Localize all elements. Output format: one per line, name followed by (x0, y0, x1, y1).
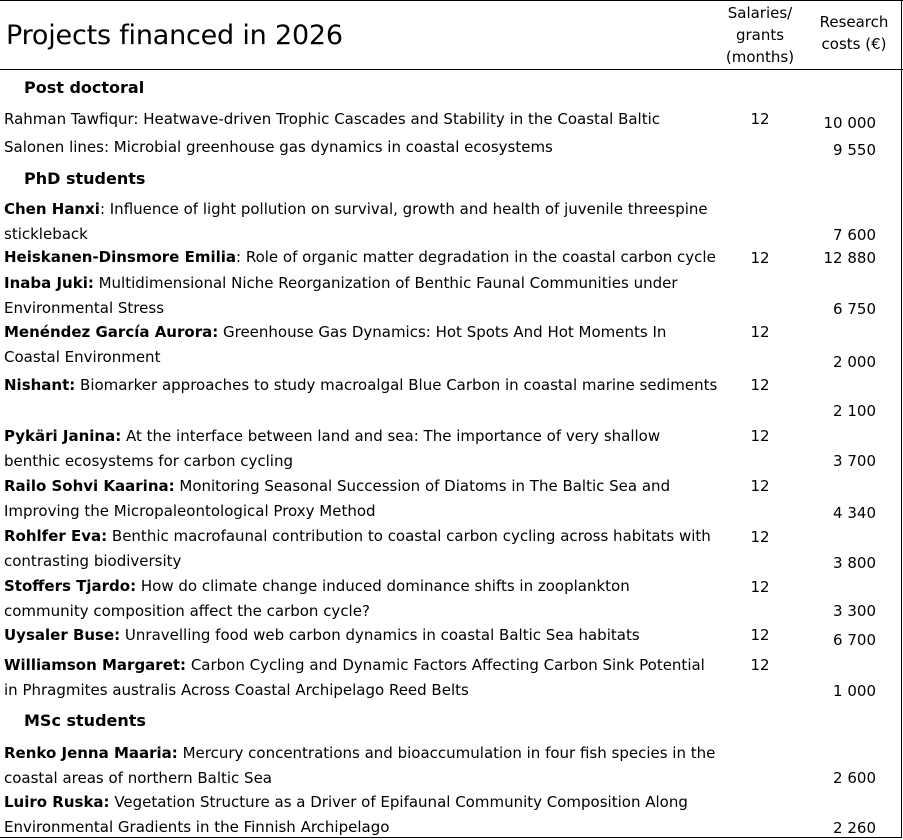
cost-cell: 2 100 (833, 402, 876, 420)
table-row (4, 107, 719, 132)
researcher-name: Pykäri Janina: (4, 427, 122, 445)
project-title: Carbon Cycling and Dynamic Factors Affecting Carbon Sink Potential in Phragmites australis Across Coastal Archipelago Reed Belts (4, 656, 705, 699)
table-row (4, 245, 719, 270)
cost-cell: 3 300 (833, 602, 876, 620)
salaries-header-line: (months) (725, 48, 795, 66)
project-title: : Role of organic matter degradation in the coastal carbon cycle (236, 248, 716, 266)
research-header-line: Research (819, 13, 889, 31)
project-title: Multidimensional Niche Reorganization of Benthic Faunal Communities under Environmental Stress (4, 274, 678, 317)
researcher-name: Inaba Juki: (4, 274, 94, 292)
cost-cell: 6 700 (833, 631, 876, 649)
table-row (4, 741, 719, 791)
salaries-header-line: grants (735, 26, 785, 44)
cost-cell: 10 000 (823, 114, 876, 132)
table-row (4, 135, 719, 160)
salaries-header-line: Salaries/ (727, 4, 793, 22)
researcher-name: Renko Jenna Maaria: (4, 744, 178, 762)
months-cell: 12 (750, 477, 770, 495)
cost-cell: 2 260 (833, 819, 876, 837)
cost-cell: 1 000 (833, 682, 876, 700)
section-heading-msc: MSc students (24, 711, 146, 730)
researcher-name: Menéndez García Aurora: (4, 323, 219, 341)
project-title: At the interface between land and sea: The importance of very shallow benthic ecosystems for carbon cycling (4, 427, 661, 470)
top-rule (0, 0, 903, 1)
project-title: Salonen lines: Microbial greenhouse gas dynamics in coastal ecosystems (4, 138, 553, 156)
cost-cell: 2 000 (833, 353, 876, 371)
researcher-name: Nishant: (4, 376, 76, 394)
table-row (4, 524, 719, 574)
research-column-header (808, 11, 900, 55)
months-cell: 12 (750, 656, 770, 674)
researcher-name: Luiro Ruska: (4, 793, 110, 811)
months-cell: 12 (750, 626, 770, 644)
table-row (4, 474, 719, 524)
project-title: Mercury concentrations and bioaccumulation in four fish species in the coastal areas of northern Baltic Sea (4, 744, 716, 787)
months-cell: 12 (750, 249, 770, 267)
table-row (4, 271, 719, 321)
project-title: Unravelling food web carbon dynamics in coastal Baltic Sea habitats (120, 626, 640, 644)
months-cell: 12 (750, 323, 770, 341)
project-title: Rahman Tawfiqur: Heatwave-driven Trophic Cascades and Stability in the Coastal Baltic (4, 110, 661, 128)
section-heading-postdoc: Post doctoral (24, 78, 145, 97)
table-row (4, 623, 719, 648)
project-title: Vegetation Structure as a Driver of Epifaunal Community Composition Along Environmental Gradients in the Finnish Archipelago (4, 793, 688, 836)
researcher-name: Heiskanen-Dinsmore Emilia (4, 248, 237, 266)
table-row (4, 653, 719, 703)
cost-cell: 2 600 (833, 769, 876, 787)
months-cell: 12 (750, 110, 770, 128)
table-row (4, 574, 719, 624)
salaries-column-header (712, 2, 808, 68)
project-title: Monitoring Seasonal Succession of Diatoms in The Baltic Sea and Improving the Micropaleontological Proxy Method (4, 477, 671, 520)
cost-cell: 4 340 (833, 504, 876, 522)
researcher-name: Rohlfer Eva: (4, 527, 108, 545)
header-rule (0, 69, 903, 70)
table-row (4, 320, 719, 370)
research-header-line: costs (€) (821, 35, 887, 53)
table-row (4, 373, 719, 398)
project-title: Greenhouse Gas Dynamics: Hot Spots And Hot Moments In Coastal Environment (4, 323, 667, 366)
table-row (4, 197, 719, 247)
table-row (4, 424, 719, 474)
researcher-name: Williamson Margaret: (4, 656, 187, 674)
project-title: : Influence of light pollution on survival, growth and health of juvenile threespine stickleback (4, 200, 708, 243)
researcher-name: Chen Hanxi (4, 200, 100, 218)
months-cell: 12 (750, 427, 770, 445)
months-cell: 12 (750, 376, 770, 394)
researcher-name: Railo Sohvi Kaarina: (4, 477, 175, 495)
cost-cell: 3 700 (833, 452, 876, 470)
cost-cell: 3 800 (833, 554, 876, 572)
section-heading-phd: PhD students (24, 169, 146, 188)
cost-cell: 6 750 (833, 300, 876, 318)
project-title: Biomarker approaches to study macroalgal Blue Carbon in coastal marine sediments (75, 376, 718, 394)
page-title: Projects financed in 2026 (6, 20, 343, 51)
table-row (4, 790, 719, 840)
cost-cell: 7 600 (833, 226, 876, 244)
project-title: How do climate change induced dominance shifts in zooplankton community composition affect the carbon cycle? (4, 577, 630, 620)
months-cell: 12 (750, 528, 770, 546)
cost-cell: 9 550 (833, 141, 876, 159)
researcher-name: Stoffers Tjardo: (4, 577, 137, 595)
months-cell: 12 (750, 578, 770, 596)
researcher-name: Uysaler Buse: (4, 626, 121, 644)
project-title: Benthic macrofaunal contribution to coastal carbon cycling across habitats with contrasting biodiversity (4, 527, 711, 570)
cost-cell: 12 880 (823, 249, 876, 267)
